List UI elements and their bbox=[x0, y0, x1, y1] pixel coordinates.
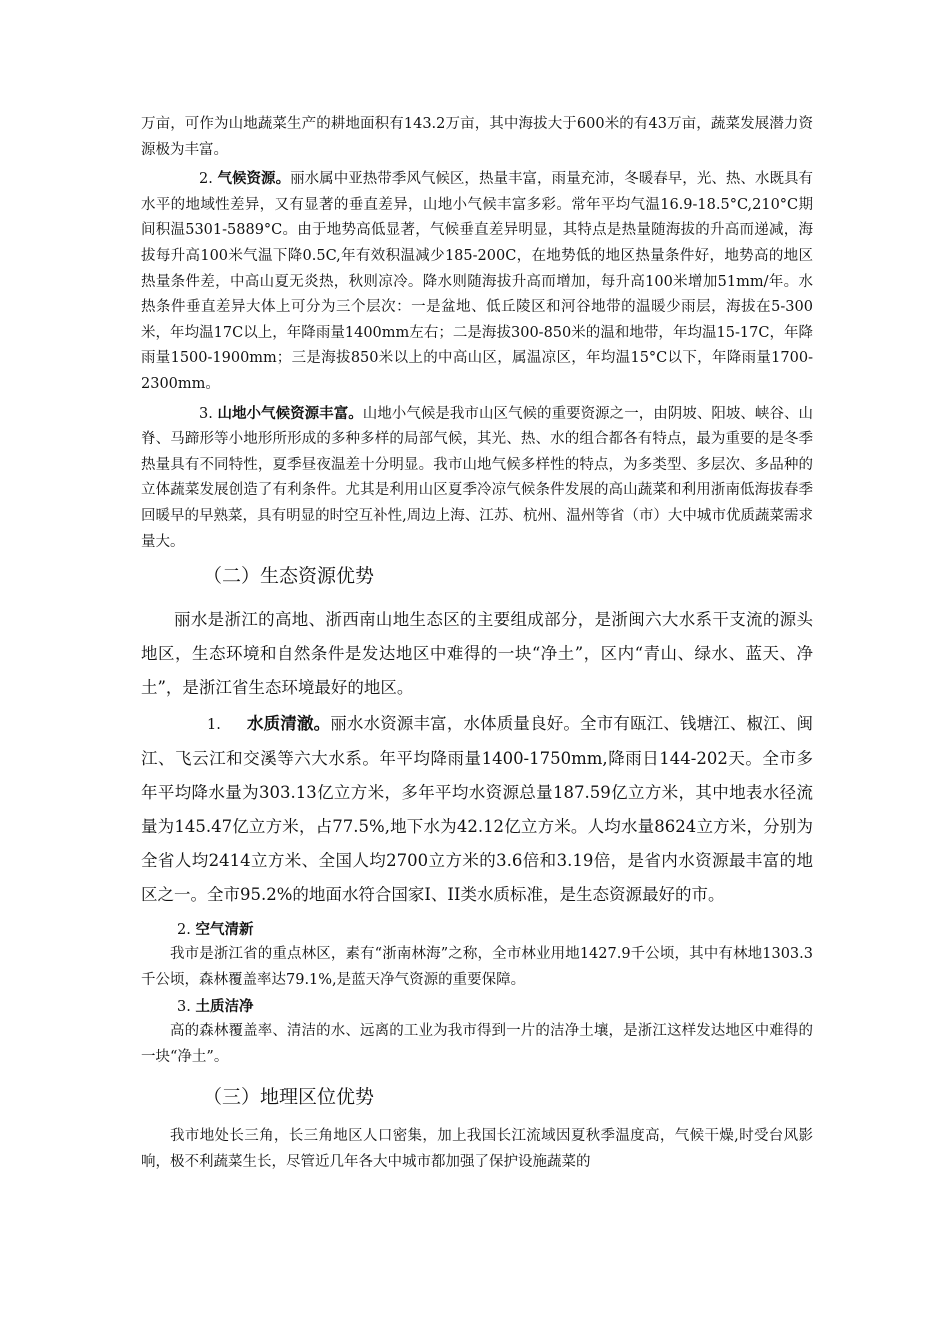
item-title-air: 空气清新 bbox=[195, 922, 254, 939]
item-number: 3. bbox=[177, 999, 191, 1016]
item-title-microclimate: 山地小气候资源丰富。 bbox=[217, 405, 363, 422]
item-number: 3. bbox=[199, 405, 213, 422]
item-number: 2. bbox=[177, 922, 191, 939]
paragraph-ecology-intro: 丽水是浙江的高地、浙西南山地生态区的主要组成部分，是浙闽六大水系干支流的源头地区，生态环境和自然条件是发达地区中难得的一块“净土”，区内“青山、绿水、蓝天、净土”，是浙江省生态环境最好的地区。 bbox=[141, 610, 813, 698]
item-body-climate: 丽水属中亚热带季风气候区，热量丰富，雨量充沛，冬暖春早，光、热、水既具有水平的地域性差异，又有显著的垂直差异，山地小气候丰富多彩。常年平均气温16.9-18.5°C,210°C期间积温5301-5889°C。由于地势高低显著，气候垂直差异明显，其特点是热量随海拔的升高而递减，海拔每升高100米气温下降0.5C,年有效积温减少185-200C，在地势低的地区热量条件好，地势高的地区热量条件差，中高山夏无炎热，秋则凉冷。降水则随海拔升高而增加，每升高100米增加51mm/年。水热条件垂直差异大体上可分为三个层次：一是盆地、低丘陵区和河谷地带的温暖少雨层，海拔在5-300米，年均温17C以上，年降雨量1400mm左右；二是海拔300-850米的温和地带，年均温15-17C，年降雨量1500-1900mm；三是海拔850米以上的中高山区，属温凉区，年均温15°C以下，年降雨量1700-2300mm。 bbox=[141, 171, 814, 392]
item-number: 1. bbox=[207, 717, 221, 734]
paragraph-climate bbox=[141, 167, 813, 397]
paragraph-soil: 高的森林覆盖率、清洁的水、远离的工业为我市得到一片的洁净土壤，是浙江这样发达地区中难得的一块“净土”。 bbox=[141, 1023, 813, 1065]
item-title-soil: 土质洁净 bbox=[195, 999, 254, 1016]
paragraph-water bbox=[141, 707, 813, 912]
paragraph-farmland: 万亩，可作为山地蔬菜生产的耕地面积有143.2万亩，其中海拔大于600米的有43万亩，蔬菜发展潜力资源极为丰富。 bbox=[141, 116, 813, 158]
item-body-microclimate: 山地小气候是我市山区气候的重要资源之一，由阴坡、阳坡、峡谷、山脊、马蹄形等小地形所形成的多种多样的局部气候，其光、热、水的组合都各有特点，最为重要的是冬季热量具有不同特性，夏季昼夜温差十分明显。我市山地气候多样性的特点，为多类型、多层次、多品种的立体蔬菜发展创造了有利条件。尤其是利用山区夏季冷凉气候条件发展的高山蔬菜和利用浙南低海拔春季回暖早的早熟菜，具有明显的时空互补性,周边上海、江苏、杭州、温州等省（市）大中城市优质蔬菜需求量大。 bbox=[141, 405, 814, 550]
paragraph-geography: 我市地处长三角，长三角地区人口密集，加上我国长江流域因夏秋季温度高，气候干燥,时受台风影响，极不利蔬菜生长，尽管近几年各大中城市都加强了保护设施蔬菜的 bbox=[141, 1128, 813, 1171]
section-heading-ecology: （二）生态资源优势 bbox=[203, 565, 375, 588]
section-heading-geography: （三）地理区位优势 bbox=[203, 1086, 375, 1109]
item-body-water: 丽水水资源丰富，水体质量良好。全市有瓯江、钱塘江、椒江、闽江、飞云江和交溪等六大水系。年平均降雨量1400-1750mm,降雨日144-202天。全市多年平均降水量为303.13亿立方米，多年平均水资源总量187.59亿立方米，其中地表水径流量为145.47亿立方米，占77.5%,地下水为42.12亿立方米。人均水量8624立方米，分别为全省人均2414立方米、全国人均2700立方米的3.6倍和3.19倍，是省内水资源最丰富的地区之一。全市95.2%的地面水符合国家I、II类水质标准，是生态资源最好的市。 bbox=[141, 714, 814, 905]
item-number: 2. bbox=[199, 171, 213, 188]
item-title-climate: 气候资源。 bbox=[217, 171, 291, 188]
paragraph-microclimate bbox=[141, 402, 813, 556]
document-page bbox=[141, 112, 813, 1176]
subheading-air bbox=[141, 918, 813, 942]
paragraph-air: 我市是浙江省的重点林区，素有“浙南林海”之称，全市林业用地1427.9千公顷，其中有林地1303.3千公顷，森林覆盖率达79.1%,是蓝天净气资源的重要保障。 bbox=[141, 946, 813, 988]
subheading-soil bbox=[141, 995, 813, 1019]
item-title-water: 水质清澈。 bbox=[246, 714, 331, 734]
